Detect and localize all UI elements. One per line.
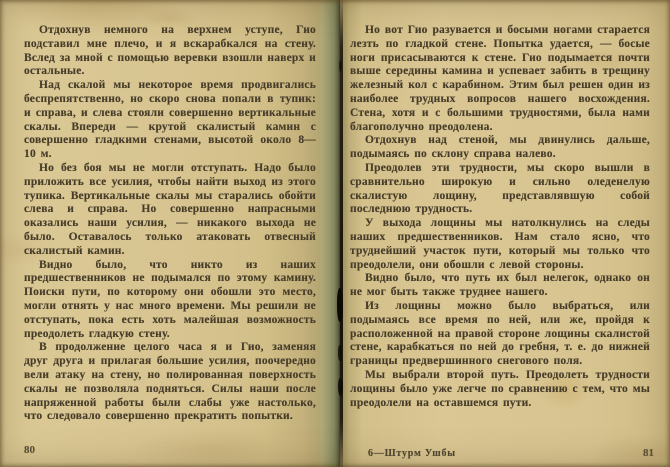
gutter-ink-smudge bbox=[338, 345, 342, 361]
book-gutter bbox=[318, 0, 340, 467]
printer-signature-mark: 6—Штурм Ушбы bbox=[368, 448, 456, 459]
paragraph: Но без боя мы не могли отступать. Надо было приложить все усилия, чтобы найти выход из этого тупика. Вертикальные скалы мы старались обойти слева и справа. Но совершенно напрасными оказались наши усилия, — никакого выхода не было. Оставалось только атаковать отвесный скалистый камин. bbox=[24, 161, 316, 257]
paragraph: В продолжение целого часа я и Гио, заменяя друг друга и прилагая большие усилия, поочередно вели атаку на стену, но полированная поверхность скалы не позволяла подняться. Силы наши после напряженной работы были слабы уже настолько, что следовало совершенно прекратить попытки. bbox=[24, 341, 316, 423]
paragraph: Отдохнув немного на верхнем уступе, Гио подставил мне плечо, и я вскарабкался на стену. Вслед за мной с помощью веревки взошли наверх и остальные. bbox=[24, 24, 316, 78]
paragraph: Из лощины можно было выбраться, или подымаясь все время по ней, или же, пройдя к расположенной на правой стороне лощины скалистой стене, карабкаться по ней до гребня, т. е. до нижней границы предвершинного снегового поля. bbox=[350, 299, 650, 368]
left-page-text bbox=[24, 24, 316, 424]
left-page-number: 80 bbox=[24, 444, 35, 456]
paragraph: Мы выбрали второй путь. Преодолеть трудности лощины было уже легче по сравнению с тем, что мы преодолели на оставшемся пути. bbox=[350, 368, 650, 409]
paragraph: Отдохнув над стеной, мы двинулись дальше, подымаясь по склону справа налево. bbox=[350, 134, 650, 161]
paragraph: Но вот Гио разувается и босыми ногами старается лезть по гладкой стене. Попытка удается, — босые ноги присасываются к стене. Гио подымается почти выше середины камина и успевает забить в трещину железный кол с карабином. Этим был решен один из наиболее трудных вопросов нашего восхождения. Стена, хотя и с большими трудностями, была нами благополучно преодолена. bbox=[350, 24, 650, 133]
paragraph: Над скалой мы некоторое время продвигались беспрепятственно, но скоро снова попали в тупик: и справа, и слева стояли совершенно вертикальные скалы. Впереди — крутой скалистый камин с совершенно гладкими стенами, высотой около 8—10 м. bbox=[24, 79, 316, 161]
paragraph: У выхода лощины мы натолкнулись на следы наших предшественников. Нам стало ясно, что труднейший участок пути, который мы только что преодолели, они обошли с левой стороны. bbox=[350, 217, 650, 271]
right-page-number: 81 bbox=[643, 447, 654, 459]
right-page-text bbox=[350, 24, 650, 410]
left-page bbox=[0, 0, 322, 467]
right-page bbox=[343, 0, 670, 467]
paragraph: Видно было, что никто из наших предшественников не подымался по этому камину. Поиски пути, по которому они обошли это место, могли отнять у нас много времени. Мы решили не отступать, пока есть хоть малейшая возможность преодолеть гладкую стену. bbox=[24, 258, 316, 340]
paragraph: Преодолев эти трудности, мы скоро вышли в сравнительно широкую и сильно оледенелую скалистую лощину, представлявшую собой последнюю трудность. bbox=[350, 161, 650, 216]
paragraph: Видно было, что путь их был нелегок, однако он не мог быть также труднее нашего. bbox=[350, 272, 650, 299]
gutter-ink-smudge bbox=[339, 60, 342, 72]
right-page-footer bbox=[350, 447, 654, 459]
